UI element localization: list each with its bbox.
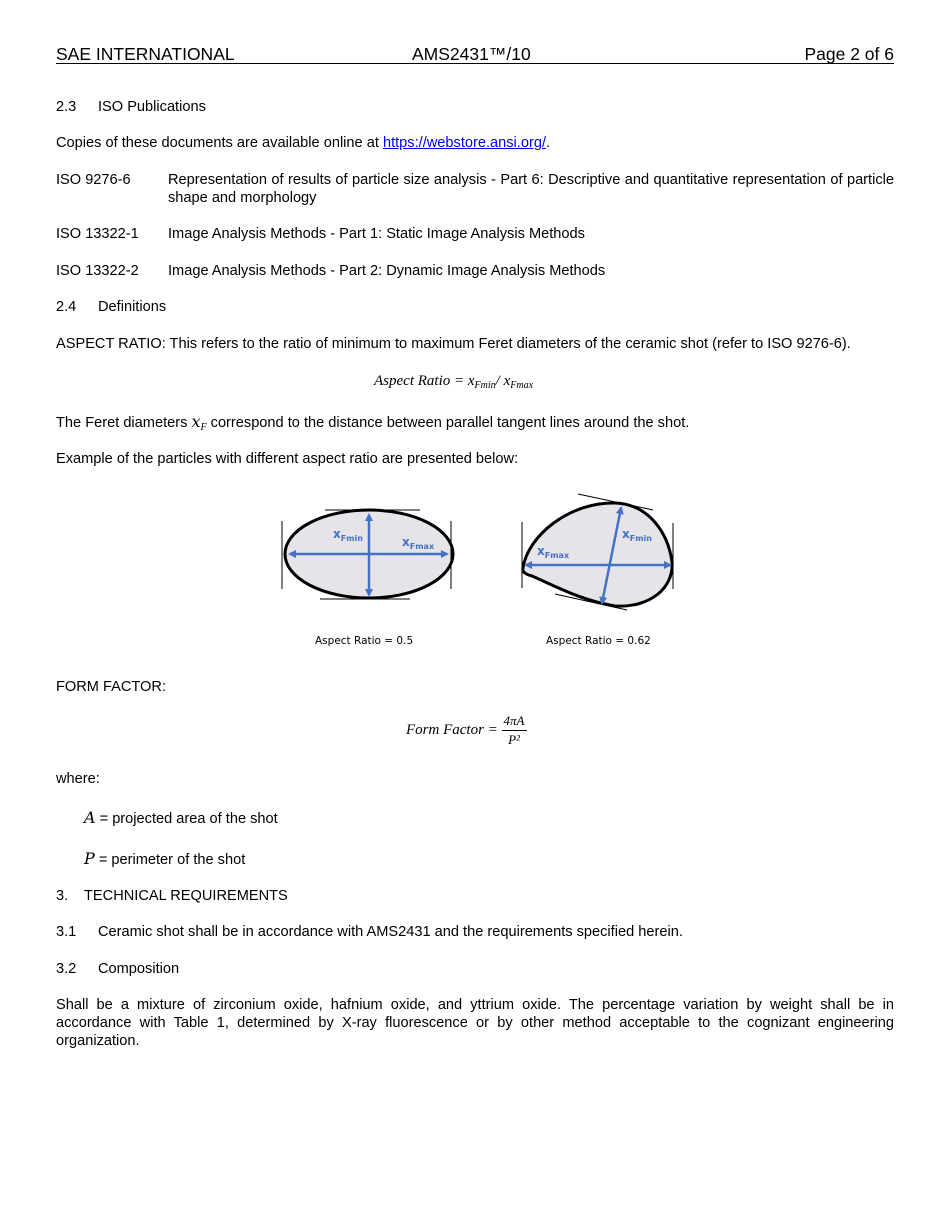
copies-text: Copies of these documents are available online at (56, 135, 383, 151)
feret-text-a: The Feret diameters (56, 415, 192, 431)
label-xfmin: $x_{Fmin}$ (333, 527, 363, 543)
example-paragraph: Example of the particles with different aspect ratio are presented below: (56, 451, 519, 467)
variable-p-definition (84, 850, 245, 869)
header-page-number: Page 2 of 6 (804, 44, 894, 64)
header-doc-id: AMS2431™/10 (412, 44, 531, 64)
particle-irregular (522, 494, 673, 610)
section-2-3-number: 2.3 (56, 99, 77, 115)
feret-symbol: x (191, 412, 201, 431)
reference-description: Image Analysis Methods - Part 2: Dynamic Image Analysis Methods (168, 263, 606, 279)
fraction-denominator: P² (508, 732, 520, 747)
reference-code: ISO 13322-1 (56, 226, 139, 242)
label-xfmax: $x_{Fmax}$ (402, 535, 435, 551)
variable-a-text: = projected area of the shot (95, 811, 278, 827)
label-xfmax: $x_{Fmax}$ (537, 544, 570, 560)
section-2-4-number: 2.4 (56, 299, 77, 315)
variable-p-symbol: P (84, 849, 95, 868)
reference-row (56, 225, 894, 243)
particle-ellipse (282, 510, 453, 599)
where-label: where: (56, 771, 100, 787)
variable-p-text: = perimeter of the shot (94, 852, 246, 868)
reference-description: Image Analysis Methods - Part 1: Static Image Analysis Methods (168, 226, 585, 242)
section-2-4-title: Definitions (98, 299, 167, 315)
figure-caption-1: Aspect Ratio = 0.5 (315, 635, 414, 647)
variable-a-symbol: A (84, 808, 96, 827)
ansi-webstore-link[interactable]: https://webstore.ansi.org/ (382, 135, 546, 151)
form-factor-title: FORM FACTOR: (56, 679, 166, 695)
equation-x-max: x (503, 373, 511, 389)
feret-paragraph (56, 413, 689, 437)
figure-caption-2: Aspect Ratio = 0.62 (546, 635, 651, 647)
reference-code: ISO 13322-2 (56, 263, 139, 279)
section-3-number: 3. (56, 888, 69, 904)
equation-lhs: Form Factor = (406, 721, 502, 738)
section-3-2-title: Composition (98, 961, 180, 977)
copies-end: . (546, 135, 551, 151)
reference-description: Representation of results of particle size analysis - Part 6: Descriptive and quantitative representation of particle shape and morphology (168, 172, 894, 206)
aspect-ratio-equation (374, 373, 533, 391)
header-rule (56, 63, 894, 64)
section-3-title: TECHNICAL REQUIREMENTS (84, 888, 288, 904)
equation-sub-fmin: Fmin (474, 380, 496, 391)
reference-row (56, 171, 894, 207)
copies-paragraph (56, 134, 550, 152)
label-xfmin: $x_{Fmin}$ (622, 527, 652, 543)
section-3-1-text: Ceramic shot shall be in accordance with AMS2431 and the requirements specified herein. (98, 924, 683, 940)
equation-x-min: x (467, 373, 475, 389)
equation-sub-fmax: Fmax (510, 380, 534, 391)
section-2-3-title: ISO Publications (98, 99, 206, 115)
feret-text-b: correspond to the distance between parallel tangent lines around the shot. (206, 415, 690, 431)
equation-lhs: Aspect Ratio = (374, 373, 468, 389)
feret-subscript: F (200, 422, 207, 433)
reference-row (56, 262, 894, 280)
reference-code: ISO 9276-6 (56, 172, 131, 188)
fraction-numerator: 4πA (502, 713, 527, 731)
equation-slash: / (495, 373, 504, 389)
header-org: SAE INTERNATIONAL (56, 44, 235, 64)
aspect-ratio-definition: ASPECT RATIO: This refers to the ratio of minimum to maximum Feret diameters of the ceramic shot (refer to ISO 9276-6). (56, 336, 851, 352)
composition-paragraph: Shall be a mixture of zirconium oxide, hafnium oxide, and yttrium oxide. The percentage variation by weight shall be in accordance with Table 1, determined by X-ray fluorescence or by other method acceptable to the cognizant engineering organization. (56, 997, 894, 1049)
aspect-ratio-figure (270, 490, 690, 620)
form-factor-equation (406, 713, 527, 748)
section-3-2-number: 3.2 (56, 961, 77, 977)
variable-a-definition (84, 809, 278, 828)
equation-fraction (502, 713, 527, 748)
section-3-1-number: 3.1 (56, 924, 77, 940)
